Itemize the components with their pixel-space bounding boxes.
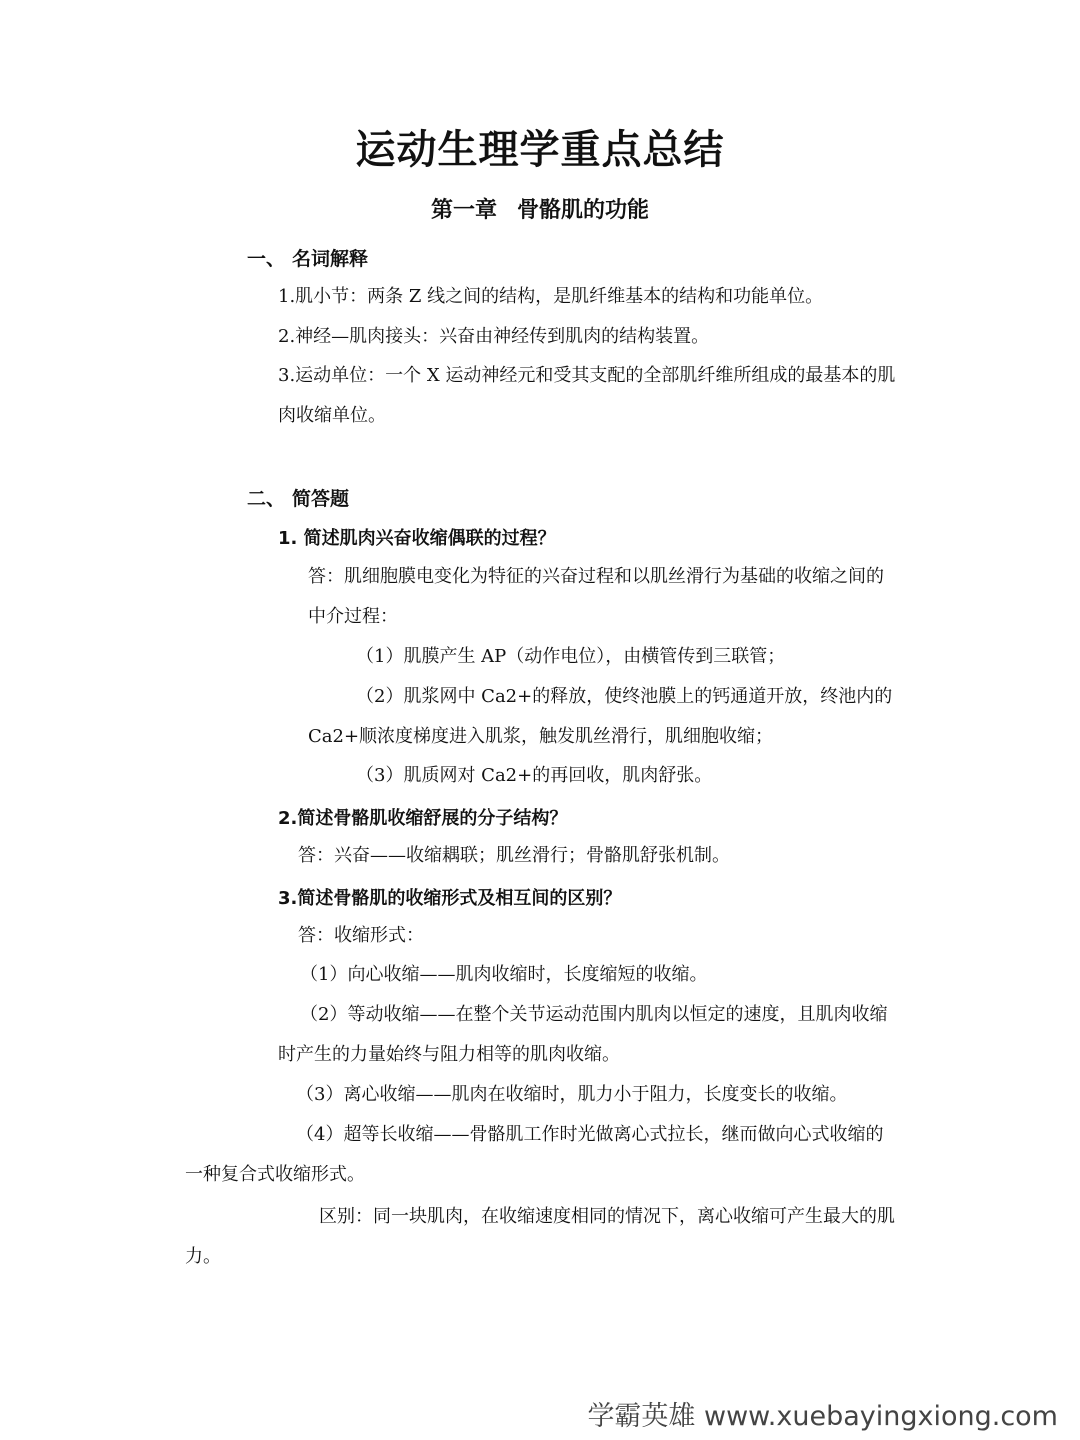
definition-item: 1.肌小节：两条 Z 线之间的结构，是肌纤维基本的结构和功能单位。 <box>278 286 824 307</box>
question-3: 3.简述骨骼肌的收缩形式及相互间的区别？ <box>278 888 622 909</box>
document-title: 运动生理学重点总结 <box>355 127 725 173</box>
answer-1-item: （2）肌浆网中 Ca2+的释放，使终池膜上的钙通道开放，终池内的 Ca2+顺浓度梯度进入肌浆，触发肌丝滑行，肌细胞收缩； <box>308 686 893 747</box>
answer-3-difference: 区别：同一块肌肉，在收缩速度相同的情况下，离心收缩可产生最大的肌力。 <box>185 1206 895 1267</box>
section-heading-short-answer <box>247 484 349 511</box>
chapter-name: 骨骼肌的功能 <box>517 198 650 223</box>
answer-2: 答：兴奋——收缩耦联；肌丝滑行；骨骼肌舒张机制。 <box>298 845 730 866</box>
section-number: 一、 <box>247 248 286 270</box>
section-label: 名词解释 <box>292 248 369 270</box>
answer-1-item: （3）肌质网对 Ca2+的再回收，肌肉舒张。 <box>356 765 713 786</box>
answer-1-item: （1）肌膜产生 AP（动作电位），由横管传到三联管； <box>356 646 786 667</box>
definition-item: 3.运动单位：一个 X 运动神经元和受其支配的全部肌纤维所组成的最基本的肌肉收缩单位。 <box>278 365 896 426</box>
answer-1: 答：肌细胞膜电变化为特征的兴奋过程和以肌丝滑行为基础的收缩之间的中介过程： <box>308 566 884 627</box>
answer-3-item: （4）超等长收缩——骨骼肌工作时光做离心式拉长，继而做向心式收缩的一种复合式收缩形式。 <box>185 1124 884 1185</box>
answer-3: 答：收缩形式： <box>298 925 424 946</box>
chapter-heading <box>0 193 1080 224</box>
answer-3-item: （2）等动收缩——在整个关节运动范围内肌肉以恒定的速度，且肌肉收缩时产生的力量始终与阻力相等的肌肉收缩。 <box>278 1004 888 1065</box>
section-label: 简答题 <box>292 488 350 510</box>
question-1: 1. 简述肌肉兴奋收缩偶联的过程？ <box>278 528 556 549</box>
answer-3-item: （1）向心收缩——肌肉收缩时，长度缩短的收缩。 <box>300 964 708 985</box>
answer-3-item: （3）离心收缩——肌肉在收缩时，肌力小于阻力，长度变长的收缩。 <box>296 1084 848 1105</box>
section-heading-definitions <box>247 244 368 271</box>
section-number: 二、 <box>247 488 286 510</box>
chapter-label: 第一章 <box>430 198 497 223</box>
site-watermark: 学霸英雄 www.xuebayingxiong.com <box>587 1401 1058 1432</box>
question-2: 2.简述骨骼肌收缩舒展的分子结构？ <box>278 808 568 829</box>
definition-item: 2.神经—肌肉接头：兴奋由神经传到肌肉的结构装置。 <box>278 326 710 347</box>
